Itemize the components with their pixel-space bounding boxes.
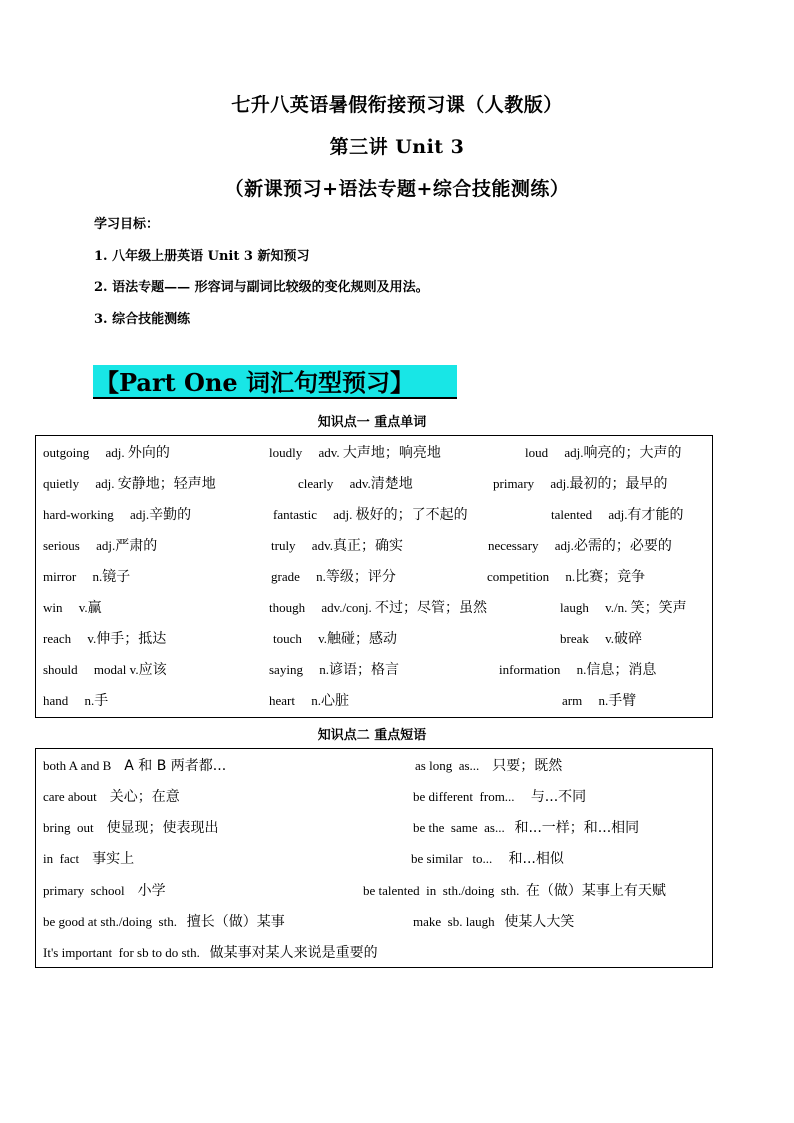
entry-term: heart n.	[269, 693, 321, 708]
entry-term: bring out	[43, 820, 107, 835]
entry-definition: 信息；消息	[586, 662, 657, 678]
vocab-entry	[271, 535, 403, 557]
entry-term: primary school	[43, 883, 138, 898]
entry-term: be different from...	[413, 789, 531, 804]
entry-term: be talented in sth./doing sth.	[363, 883, 526, 898]
entry-term: It's important for sb to do sth.	[43, 945, 210, 960]
vocab-row	[36, 535, 712, 557]
entry-definition: 使显现；使表现出	[106, 820, 219, 836]
entry-definition: 触碰；感动	[327, 631, 398, 647]
entry-definition: 外向的	[127, 445, 170, 461]
entry-definition: 最初的；最早的	[569, 476, 668, 492]
entry-definition: 和...相似	[508, 851, 564, 867]
vocab-entry	[562, 690, 636, 712]
vocab-entry	[43, 442, 170, 464]
vocab-entry	[43, 473, 216, 495]
entry-term: necessary adj.	[488, 538, 574, 553]
vocab-row	[36, 504, 712, 526]
goals-label: 学习目标：	[94, 217, 160, 232]
vocab-entry	[43, 659, 167, 681]
phrase-entry	[413, 911, 574, 933]
entry-term: should modal v.	[43, 662, 139, 677]
entry-term: touch v.	[273, 631, 328, 646]
entry-term: fantastic adj.	[273, 507, 356, 522]
vocab-entry	[273, 628, 397, 650]
phrase-entry	[43, 848, 134, 870]
entry-definition: A 和 B 两者都...	[124, 758, 227, 774]
entry-definition: 谚语；格言	[328, 662, 399, 678]
entry-definition: 真正；确实	[332, 538, 403, 554]
entry-definition: 心脏	[320, 693, 349, 709]
phrase-entry	[413, 817, 639, 839]
vocab-entry	[269, 690, 349, 712]
goal-item: 2. 语法专题—— 形容词与副词比较级的变化规则及用法。	[94, 280, 429, 295]
section-title-phrases: 知识点二 重点短语	[317, 728, 427, 743]
doc-title: 七升八英语暑假衔接预习课（人教版）	[231, 94, 563, 116]
entry-term: competition n.	[487, 569, 576, 584]
vocab-entry	[43, 690, 108, 712]
entry-term: loud adj.	[525, 445, 584, 460]
vocab-entry	[43, 566, 130, 588]
entry-definition: 响亮的；大声的	[583, 445, 682, 461]
vocab-row	[36, 473, 712, 495]
vocab-entry	[43, 628, 166, 650]
entry-definition: 赢	[87, 600, 102, 616]
vocab-entry	[271, 566, 396, 588]
entry-term: break v.	[560, 631, 615, 646]
phrase-entry	[411, 848, 564, 870]
vocab-entry	[43, 504, 191, 526]
vocab-entry	[273, 504, 468, 526]
phrase-entry	[43, 817, 219, 839]
entry-definition: 清楚地	[370, 476, 413, 492]
entry-term: care about	[43, 789, 110, 804]
vocab-entry	[269, 659, 399, 681]
vocabulary-table	[35, 435, 713, 718]
entry-term: grade n.	[271, 569, 326, 584]
entry-term: mirror n.	[43, 569, 103, 584]
entry-definition: 镜子	[102, 569, 131, 585]
entry-term: quietly adj.	[43, 476, 118, 491]
phrase-row	[36, 817, 712, 839]
entry-term: be good at sth./doing sth.	[43, 914, 187, 929]
entry-term: clearly adv.	[298, 476, 371, 491]
entry-definition: 擅长（做）某事	[186, 914, 285, 930]
lecture-title: 第三讲 Unit 3	[329, 136, 465, 158]
entry-term: outgoing adj.	[43, 445, 128, 460]
phrase-entry	[43, 880, 166, 902]
phrase-row	[36, 786, 712, 808]
vocab-entry	[525, 442, 682, 464]
entry-definition: 不过；尽管；虽然	[375, 600, 488, 616]
vocab-entry	[499, 659, 656, 681]
vocab-entry	[560, 628, 642, 650]
vocab-entry	[493, 473, 668, 495]
entry-term: loudly adv.	[269, 445, 343, 460]
vocab-row	[36, 442, 712, 464]
phrase-entry	[43, 911, 285, 933]
entry-definition: 与...不同	[530, 789, 587, 805]
vocab-row	[36, 628, 712, 650]
entry-term: hard-working adj.	[43, 507, 150, 522]
vocab-entry	[560, 597, 687, 619]
phrase-row	[36, 911, 712, 933]
entry-term: be the same as...	[413, 820, 515, 835]
entry-definition: 辛勤的	[149, 507, 192, 523]
entry-term: make sb. laugh	[413, 914, 505, 929]
entry-term: laugh v./n.	[560, 600, 631, 615]
vocab-row	[36, 566, 712, 588]
vocab-row	[36, 659, 712, 681]
phrase-entry	[413, 786, 586, 808]
phrase-table	[35, 748, 713, 968]
phrase-row	[36, 755, 712, 777]
entry-definition: 有才能的	[627, 507, 684, 523]
vocab-entry	[269, 597, 487, 619]
entry-definition: 使某人大笑	[504, 914, 575, 930]
entry-term: be similar to...	[411, 851, 509, 866]
phrase-row	[36, 942, 712, 964]
vocab-entry	[551, 504, 684, 526]
phrase-entry	[43, 786, 180, 808]
entry-definition: 笑；笑声	[630, 600, 687, 616]
entry-term: in fact	[43, 851, 93, 866]
entry-definition: 必需的；必要的	[573, 538, 672, 554]
entry-definition: 等级；评分	[325, 569, 396, 585]
entry-definition: 只要；既然	[492, 758, 563, 774]
phrase-entry	[363, 880, 666, 902]
entry-term: saying n.	[269, 662, 329, 677]
goal-item: 1. 八年级上册英语 Unit 3 新知预习	[94, 249, 310, 264]
entry-definition: 安静地；轻声地	[117, 476, 216, 492]
vocab-row	[36, 597, 712, 619]
vocab-entry	[43, 597, 102, 619]
entry-term: truly adv.	[271, 538, 333, 553]
entry-definition: 伸手；抵达	[96, 631, 167, 647]
entry-definition: 严肃的	[115, 538, 158, 554]
entry-definition: 事实上	[92, 851, 135, 867]
vocab-entry	[488, 535, 672, 557]
vocab-entry	[298, 473, 413, 495]
entry-term: as long as...	[415, 758, 493, 773]
entry-definition: 比赛；竞争	[575, 569, 646, 585]
entry-definition: 关心；在意	[109, 789, 180, 805]
phrase-entry	[43, 755, 226, 777]
goal-item: 3. 综合技能测练	[94, 312, 191, 327]
entry-term: both A and B	[43, 758, 125, 773]
vocab-entry	[43, 535, 157, 557]
entry-term: talented adj.	[551, 507, 628, 522]
entry-term: reach v.	[43, 631, 97, 646]
part-one-banner: 【Part One 词汇句型预习】	[93, 365, 457, 399]
entry-term: hand n.	[43, 693, 95, 708]
phrase-row	[36, 848, 712, 870]
entry-term: serious adj.	[43, 538, 116, 553]
section-title-vocabulary: 知识点一 重点单词	[317, 415, 427, 430]
vocab-entry	[269, 442, 441, 464]
entry-definition: 做某事对某人来说是重要的	[209, 945, 378, 961]
entry-definition: 手	[94, 693, 109, 709]
entry-term: win v.	[43, 600, 88, 615]
entry-definition: 小学	[137, 883, 166, 899]
entry-definition: 手臂	[608, 693, 637, 709]
entry-term: arm n.	[562, 693, 609, 708]
entry-definition: 极好的；了不起的	[355, 507, 468, 523]
entry-definition: 和...一样；和...相同	[514, 820, 640, 836]
lecture-subtitle: （新课预习+语法专题+综合技能测练）	[224, 178, 570, 200]
entry-definition: 应该	[138, 662, 167, 678]
entry-definition: 在（做）某事上有天赋	[525, 883, 666, 899]
entry-term: information n.	[499, 662, 587, 677]
phrase-entry	[43, 942, 378, 964]
entry-term: primary adj.	[493, 476, 570, 491]
phrase-row	[36, 880, 712, 902]
vocab-row	[36, 690, 712, 712]
entry-definition: 大声地；响亮地	[342, 445, 441, 461]
vocab-entry	[487, 566, 645, 588]
entry-definition: 破碎	[614, 631, 643, 647]
phrase-entry	[415, 755, 562, 777]
entry-term: though adv./conj.	[269, 600, 376, 615]
